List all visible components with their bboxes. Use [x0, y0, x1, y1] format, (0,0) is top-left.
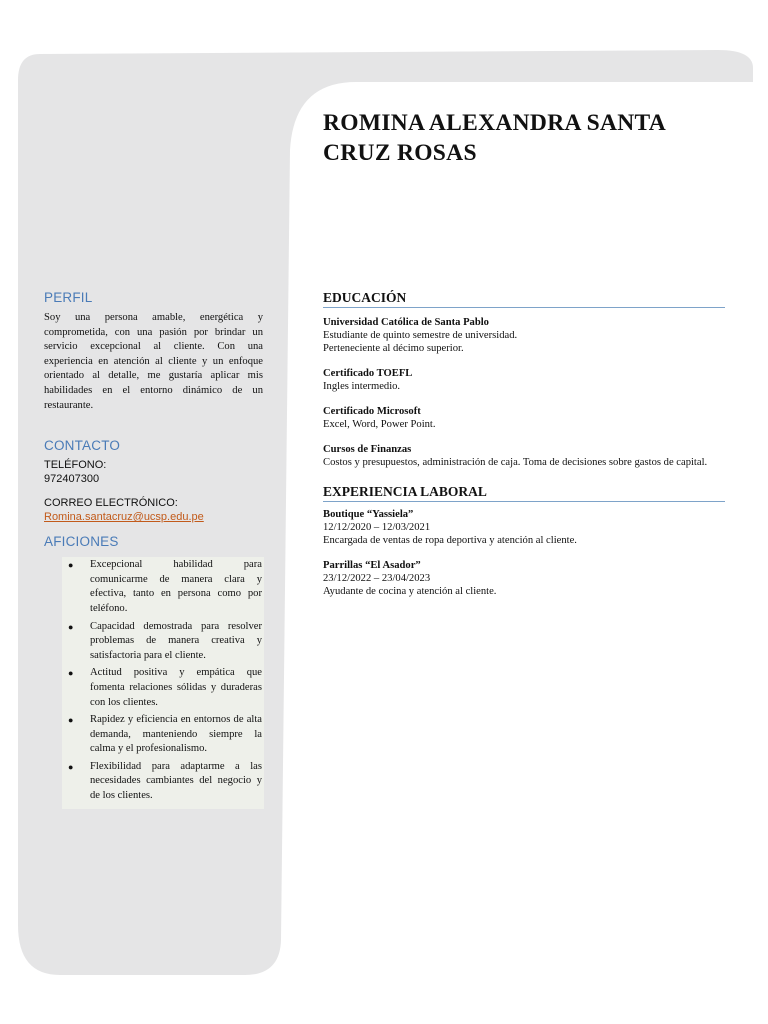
phone-label: TELÉFONO: — [44, 459, 107, 472]
list-item — [62, 760, 264, 804]
entry-title: Parrillas “El Asador” — [323, 560, 421, 571]
sidebar — [44, 290, 263, 809]
education-entry — [323, 405, 725, 431]
list-item — [62, 713, 264, 757]
entry-title: Certificado TOEFL — [323, 368, 413, 379]
entry-line: Perteneciente al décimo superior. — [323, 343, 464, 354]
educacion-section — [323, 290, 725, 469]
list-item — [62, 620, 264, 664]
entry-line: Ingles intermedio. — [323, 381, 401, 392]
entry-title: Certificado Microsoft — [323, 406, 421, 417]
perfil-heading: PERFIL — [44, 290, 93, 305]
entry-dates: 12/12/2020 – 12/03/2021 — [323, 522, 431, 533]
job-entry — [323, 559, 725, 598]
aficiones-box — [62, 557, 264, 809]
contacto-heading: CONTACTO — [44, 438, 121, 454]
entry-title: Universidad Católica de Santa Pablo — [323, 317, 489, 328]
hobby-text: Flexibilidad para adaptarme a las necesidades cambiantes del negocio y de los clientes. — [90, 760, 262, 802]
bullet-icon: ● — [68, 715, 74, 726]
main-column — [323, 290, 725, 598]
experiencia-heading: EXPERIENCIA LABORAL — [323, 484, 725, 502]
candidate-name: ROMINA ALEXANDRA SANTA CRUZ ROSAS — [323, 110, 665, 166]
aficiones-heading: AFICIONES — [44, 534, 119, 550]
entry-line: Estudiante de quinto semestre de universidad. — [323, 330, 518, 341]
perfil-text: Soy una persona amable, energética y comprometida, con una pasión por brindar un servicio excepcional al cliente. Con una experiencia en atención al cliente y un enfoque orientado al detalle, me gustaría aplicar mis habilidades en el entorno dinámico de un restaurante. — [44, 312, 263, 411]
contacto-section — [44, 438, 263, 524]
education-entry — [323, 443, 725, 469]
hobby-text: Excepcional habilidad para comunicarme de manera clara y efectiva, tanto en persona como por teléfono. — [90, 559, 262, 614]
aficiones-section — [44, 534, 263, 809]
entry-title: Cursos de Finanzas — [323, 444, 412, 455]
email-label: CORREO ELECTRÓNICO: — [44, 497, 178, 510]
job-entry — [323, 508, 725, 547]
hobby-text: Capacidad demostrada para resolver problemas de manera creativa y satisfactoria para el cliente. — [90, 620, 262, 661]
educacion-heading: EDUCACIÓN — [323, 290, 725, 308]
bullet-icon: ● — [68, 761, 74, 772]
hobby-text: Rapidez y eficiencia en entornos de alta demanda, manteniendo siempre la calma y el profesionalismo. — [90, 714, 262, 755]
education-entry — [323, 316, 725, 355]
experiencia-section — [323, 484, 725, 598]
entry-line: Excel, Word, Power Point. — [323, 419, 436, 430]
hobby-text: Actitud positiva y empática que fomenta relaciones sólidas y duraderas con los clientes. — [90, 667, 262, 708]
email-link[interactable]: Romina.santacruz@ucsp.edu.pe — [44, 511, 204, 524]
phone-value: 972407300 — [44, 473, 100, 486]
bullet-icon: ● — [68, 560, 74, 571]
bullet-icon: ● — [68, 621, 74, 632]
bullet-icon: ● — [68, 668, 74, 679]
aficiones-list — [62, 558, 264, 804]
entry-line: Costos y presupuestos, administración de caja. Toma de decisiones sobre gastos de capital. — [323, 457, 708, 468]
entry-title: Boutique “Yassiela” — [323, 509, 414, 520]
list-item — [62, 558, 264, 616]
entry-dates: 23/12/2022 – 23/04/2023 — [323, 573, 431, 584]
perfil-section — [44, 290, 263, 413]
entry-description: Encargada de ventas de ropa deportiva y atención al cliente. — [323, 535, 577, 546]
education-entry — [323, 367, 725, 393]
list-item — [62, 666, 264, 710]
entry-description: Ayudante de cocina y atención al cliente. — [323, 586, 497, 597]
